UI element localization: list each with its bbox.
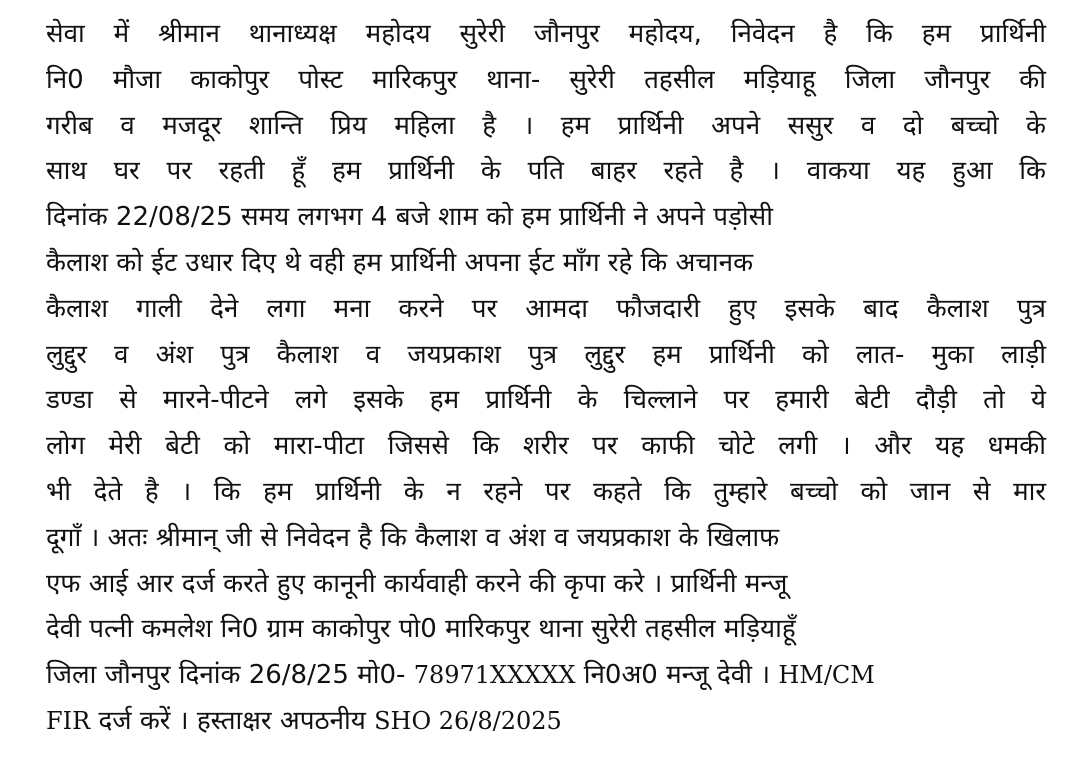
text-line-13: एफ आई आर दर्ज करते हुए कानूनी कार्यवाही करने की कृपा करे । प्रार्थिनी मन्जू bbox=[46, 568, 788, 599]
line15-text: जिला जौनपुर दिनांक 26/8/25 मो0- bbox=[46, 660, 414, 691]
text-line-7: कैलाश गाली देने लगा मना करने पर आमदा फौजदारी हुए इसके बाद कैलाश पुत्र bbox=[46, 293, 1046, 324]
text-line-9: डण्डा से मारने-पीटने लगे इसके हम प्रार्थिनी के चिल्लाने पर हमारी बेटी दौड़ी तो ये bbox=[46, 385, 1046, 416]
text-line-12: दूगाँ । अतः श्रीमान् जी से निवेदन है कि कैलाश व अंश व जयप्रकाश के खिलाफ bbox=[46, 522, 780, 553]
line15-name: नि0अ0 मन्जू देवी । bbox=[575, 660, 779, 691]
text-line-14: देवी पत्नी कमलेश नि0 ग्राम काकोपुर पो0 मारिकपुर थाना सुरेरी तहसील मड़ियाहूँ bbox=[46, 614, 796, 645]
fir-label: FIR bbox=[46, 706, 91, 735]
text-line-5: दिनांक 22/08/25 समय लगभग 4 बजे शाम को हम प्रार्थिनी ने अपने पड़ोसी bbox=[46, 202, 773, 233]
application-text bbox=[46, 12, 1046, 745]
text-line-8: लुद्दुर व अंश पुत्र कैलाश व जयप्रकाश पुत्र लुद्दुर हम प्रार्थिनी को लात- मुका लाड़ी bbox=[46, 339, 1046, 370]
text-line-3: गरीब व मजदूर शान्ति प्रिय महिला है । हम प्रार्थिनी अपने ससुर व दो बच्चो के bbox=[46, 110, 1046, 141]
text-line-15 bbox=[46, 653, 1046, 699]
text-line-10: लोग मेरी बेटी को मारा-पीटा जिससे कि शरीर पर काफी चोटे लगी । और यह धमकी bbox=[46, 431, 1046, 462]
text-line-16 bbox=[46, 699, 1046, 745]
line16-text: दर्ज करें । हस्ताक्षर अपठनीय bbox=[90, 705, 375, 736]
text-line-1: सेवा में श्रीमान थानाध्यक्ष महोदय सुरेरी जौनपुर महोदय, निवेदन है कि हम प्रार्थिनी bbox=[46, 19, 1046, 49]
text-line-2: नि0 मौजा काकोपुर पोस्ट मारिकपुर थाना- सुरेरी तहसील मड़ियाहू जिला जौनपुर की bbox=[46, 64, 1046, 95]
hm-cm-endorsement: HM/CM bbox=[778, 661, 875, 690]
phone-number: 78971XXXXX bbox=[413, 661, 576, 690]
text-line-6: कैलाश को ईट उधार दिए थे वही हम प्रार्थिनी अपना ईट माँग रहे कि अचानक bbox=[46, 247, 754, 278]
sho-endorsement: SHO 26/8/2025 bbox=[374, 706, 562, 735]
text-line-11: भी देते है । कि हम प्रार्थिनी के न रहने पर कहते कि तुम्हारे बच्चो को जान से मार bbox=[46, 476, 1046, 507]
text-line-4: साथ घर पर रहती हूँ हम प्रार्थिनी के पति बाहर रहते है । वाकया यह हुआ कि bbox=[46, 156, 1046, 187]
